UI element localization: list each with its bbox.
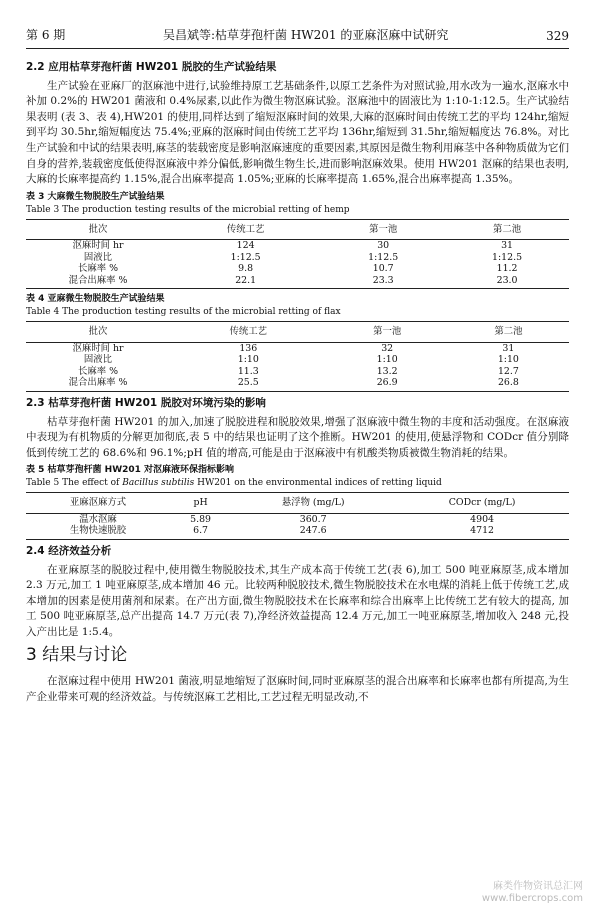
table-cell: 1:12.5 [230, 251, 261, 263]
section-3-heading: 3 结果与讨论 [26, 645, 128, 666]
table4-header-cell: 传统工艺 [170, 322, 327, 343]
table-cell: 混合出麻率 % [26, 275, 170, 289]
table-cell: 9.8 [238, 263, 254, 275]
table-cell: 11.2 [496, 263, 518, 275]
table-cell: 31 [502, 342, 515, 354]
table3-header-cell: 批次 [26, 219, 170, 240]
table-cell: 混合出麻率 % [26, 377, 170, 391]
table-cell: 5.89 [190, 513, 212, 525]
table3-caption [26, 191, 569, 217]
table4-header-row [26, 322, 569, 343]
table-cell: 沤麻时间 hr [72, 240, 124, 252]
table5-header-row [26, 493, 569, 514]
table4-caption [26, 293, 569, 319]
table-row [26, 525, 569, 539]
table5-header-cell: pH [170, 493, 231, 514]
table3-header-cell: 第二池 [445, 219, 569, 240]
table-row [26, 377, 569, 391]
table-cell: 6.7 [170, 525, 231, 539]
table3-header-row [26, 219, 569, 240]
table-cell: 1:12.5 [368, 251, 399, 263]
table-cell: 12.7 [497, 365, 519, 377]
watermark-line2: www.fibercrops.com [481, 893, 583, 904]
table-cell: 1:10 [376, 354, 398, 366]
watermark [482, 881, 583, 905]
table-cell: 1:10 [497, 354, 519, 366]
table4 [26, 321, 569, 392]
table-cell: 31 [501, 240, 514, 252]
section-2-3-paragraph: 枯草芽孢杆菌 HW201 的加入,加速了脱胶进程和脱胶效果,增强了沤麻液中微生物的丰度和活动强度。在沤麻液中表现为有机物质的分解更加彻底,表 5 中的结果也证明了这个推断。HW201 的使用,使悬浮物和 CODcr 值分别降低到传统工艺的 68.6%和 96.1%;pH 值的增高,可能是由于沤麻液中有机酸类物质被微生物消耗的结果。 [26, 415, 569, 459]
section-2-3-heading: 2.3 枯草芽孢杆菌 HW201 脱胶对环境污染的影响 [26, 396, 266, 409]
table-row [26, 366, 569, 378]
running-title: 吴昌斌等:枯草芽孢杆菌 HW201 的亚麻沤麻中试研究 [162, 28, 449, 42]
section-2-2-heading: 2.2 应用枯草芽孢杆菌 HW201 脱胶的生产试验结果 [26, 61, 277, 73]
page-number: 329 [546, 29, 569, 43]
table-cell: 32 [381, 342, 394, 354]
table-cell: 13.2 [376, 365, 398, 377]
table-cell: 生物快速脱胶 [26, 525, 170, 539]
table-cell: 22.1 [170, 275, 321, 289]
table5-header-cell: 亚麻沤麻方式 [26, 493, 170, 514]
running-header [26, 25, 569, 43]
article-body [26, 60, 569, 707]
table4-header-cell: 第一池 [327, 322, 448, 343]
table4-caption-en: Table 4 The production testing results of the microbial retting of flax [26, 307, 341, 318]
table-cell: 1:10 [237, 354, 259, 366]
section-2-2-paragraph: 生产试验在亚麻厂的沤麻池中进行,试验维持原工艺基础条件,以原工艺条件为对照试验,用水改为一遍水,沤麻水中补加 0.2%的 HW201 菌液和 0.4%尿素,以此作为微生物沤麻试验。沤麻池中的固液比为 1:10-1:12.5。生产试验结果表明 (表 3、表 4),HW201 的使用,同样达到了缩短沤麻时间的效果,大麻的沤麻时间由传统工艺的平均 124hr,缩短到平均 30.5hr,缩短幅度达 75.4%;亚麻的沤麻时间由传统工艺平均 136hr,缩短到 31.5hr,缩短幅度达 76.8%。对比生产试验和中试的结果表明,麻茎的装载密度是影响沤麻速度的重要因素,其原因是微生物利用麻茎中各种物质做为它们自身的营养,装载密度低使得沤麻液中养分偏低,影响微生物生长,进而影响沤麻效果。使用 HW201 沤麻的结果也表明,大麻的长麻率提高约 1.15%,混合出麻率提高 1.05%;亚麻的长麻率提高 1.65%,混合出麻率提高 1.35%。 [26, 79, 570, 186]
table-cell: 25.5 [170, 377, 327, 391]
table5-header-cell: CODcr (mg/L) [395, 493, 569, 514]
table-cell: 23.0 [445, 275, 569, 289]
table-cell: 4712 [395, 525, 569, 539]
table-cell: 温水沤麻 [79, 513, 117, 525]
table-cell: 23.3 [321, 275, 445, 289]
table-row [26, 513, 569, 525]
table3-caption-en: Table 3 The production testing results of the microbial retting of hemp [26, 204, 350, 215]
table-row [26, 263, 569, 275]
table-cell: 10.7 [372, 263, 394, 275]
table3-header-cell: 第一池 [321, 219, 445, 240]
table4-header-cell: 第二池 [448, 322, 569, 343]
table-cell: 30 [377, 240, 390, 252]
table-cell: 360.7 [299, 513, 327, 525]
table5-caption-species: Bacillus subtilis [122, 478, 195, 489]
table-cell: 247.6 [231, 525, 395, 539]
table5-caption [26, 464, 569, 490]
table-row [26, 275, 569, 289]
table5-header-cell: 悬浮物 (mg/L) [231, 493, 395, 514]
table5-caption-en [26, 477, 569, 490]
table-cell: 124 [236, 240, 255, 252]
table4-header-cell: 批次 [26, 322, 170, 343]
table-cell: 26.9 [327, 377, 448, 391]
table3 [26, 219, 569, 290]
table5 [26, 492, 569, 540]
table-row [26, 252, 569, 264]
section-3-paragraph: 在沤麻过程中使用 HW201 菌液,明显地缩短了沤麻时间,同时亚麻原茎的混合出麻率和长麻率也都有所提高,为生产企业带来可观的经济效益。与传统沤麻工艺相比,工艺过程无明显改动,不 [26, 675, 569, 703]
table4-caption-cn: 表 4 亚麻微生物脱胶生产试验结果 [26, 294, 165, 305]
table5-caption-en-pre: Table 5 The effect of [26, 478, 123, 489]
issue-label: 第 6 期 [26, 28, 66, 42]
table-row [26, 354, 569, 366]
table-cell: 长麻率 % [77, 365, 118, 377]
table-cell: 136 [239, 342, 258, 354]
watermark-line1: 麻类作物资讯总汇网 [493, 881, 583, 892]
section-2-4-heading: 2.4 经济效益分析 [26, 544, 112, 557]
table5-caption-cn: 表 5 枯草芽孢杆菌 HW201 对沤麻液环保指标影响 [26, 465, 235, 476]
table-cell: 沤麻时间 hr [72, 342, 124, 354]
table-cell: 4904 [470, 513, 495, 525]
table-cell: 长麻率 % [77, 263, 118, 275]
table-cell: 固液比 [83, 251, 113, 263]
table-cell: 11.3 [237, 365, 259, 377]
table-cell: 固液比 [83, 354, 113, 366]
table3-header-cell: 传统工艺 [170, 219, 321, 240]
table-row [26, 240, 569, 252]
table5-caption-en-post: HW201 on the environmental indices of retting liquid [194, 478, 442, 489]
header-rule [26, 48, 569, 49]
table-row [26, 342, 569, 354]
table-cell: 26.8 [448, 377, 569, 391]
section-2-4-paragraph: 在亚麻原茎的脱胶过程中,使用微生物脱胶技术,其生产成本高于传统工艺(表 6),加工 500 吨亚麻原茎,成本增加 2.3 万元,加工 1 吨亚麻原茎,成本增加 46 元。比较两种脱胶技术,微生物脱胶技术在水电煤的消耗上低于传统工艺,成本增加的因素是使用菌剂和尿素。在产出方面,微生物脱胶技术在长麻率和综合出麻率上比传统工艺有较大的提高, 加工 500 吨亚麻原茎,总产出提高 14.7 万元(表 7),净经济效益提高 12.4 万元,加工一吨亚麻原茎,增加收入 248 元,投入产出比是 1:5.4。 [26, 563, 569, 638]
table3-caption-cn: 表 3 大麻微生物脱胶生产试验结果 [26, 191, 165, 202]
table-cell: 1:12.5 [492, 251, 523, 263]
